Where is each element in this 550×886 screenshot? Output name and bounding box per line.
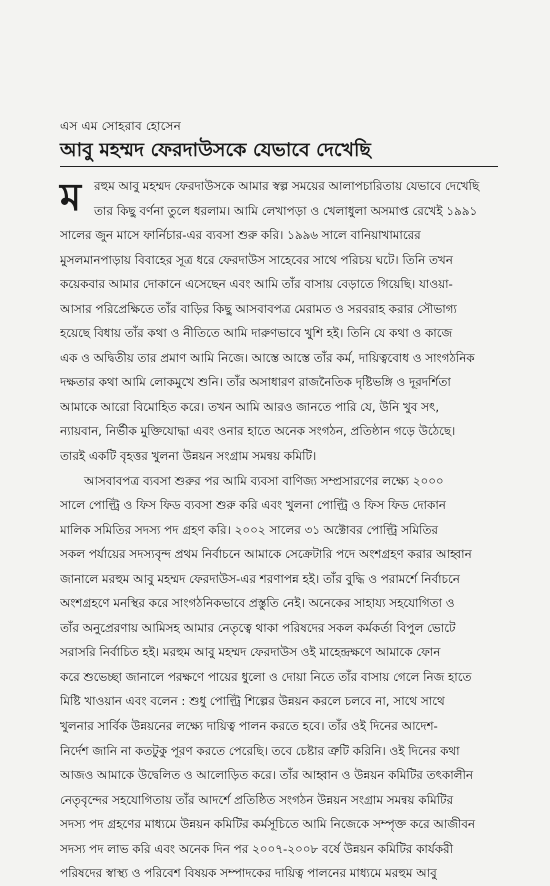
text-line: ন্যায়বান, নির্ভীক মুক্তিযোদ্ধা এবং ওনার হাতে অনেক সংগঠন, প্রতিষ্ঠান গড়ে উঠেছে। — [60, 424, 456, 439]
text-line: অংশগ্রহণে মনস্থির করে সাংগঠনিকভাবে প্রস্তুতি নেই। অনেকের সাহায্য সহযোগিতা ও — [60, 596, 455, 611]
text-line: পরিষদের স্বাস্থ্য ও পরিবেশ বিষয়ক সম্পাদকের দায়িত্ব পালনের মাধ্যমে মরহুম আবু — [60, 866, 437, 881]
text-line: সালের জুন মাসে ফার্নিচার-এর ব্যবসা শুরু করি। ১৯৯৬ সালে বানিয়াখামারের — [60, 228, 421, 243]
author-name: এস এম সোহরাব হোসেন — [60, 119, 181, 133]
text-line: সদস্য পদ লাভ করি এবং অনেক দিন পর ২০০৭-২০০৮ বর্ষে উন্নয়ন কমিটির কার্যকরী — [60, 841, 453, 856]
text-line: দক্ষতার কথা আমি লোকমুখে শুনি। তাঁর অসাধারণ রাজনৈতিক দৃষ্টিভঙ্গি ও দূরদর্শিতা — [60, 375, 451, 390]
text-line: আমাকে আরো বিমোহিত করে। তখন আমি আরও জানতে পারি যে, উনি খুব সৎ, — [60, 399, 440, 414]
title-divider — [60, 166, 498, 167]
text-line: এক ও অদ্বিতীয় তার প্রমাণ আমি নিজে। আস্তে আস্তে তাঁর কর্ম, দায়িত্ববোধ ও সাংগঠনিক — [60, 350, 475, 365]
text-line: নেতৃবৃন্দের সহযোগিতায় তাঁর আদর্শে প্রতিষ্ঠিত সংগঠন উন্নয়ন সংগ্রাম সমন্বয় কমিটির — [60, 792, 454, 807]
text-line: মুসলমানপাড়ায় বিবাহের সূত্র ধরে ফেরদাউস সাহেবের সাথে পরিচয় ঘটে। তিনি তখন — [60, 252, 453, 267]
text-line: সদস্য পদ গ্রহণের মাধ্যমে উন্নয়ন কমিটির কর্মসূচিতে আমি নিজেকে সম্পৃক্ত করে আজীবন — [60, 817, 476, 832]
text-line: রহুম আবু মহম্মদ ফেরদাউসকে আমার স্বল্প সময়ের আলাপচারিতায় যেভাবে দেখেছি — [94, 179, 480, 193]
text-line: সরাসরি নির্বাচিত হই। মরহুম আবু মহম্মদ ফেরদাউস ওই মাহেন্দ্রক্ষণে আমাকে ফোন — [60, 645, 441, 660]
text-line: সালে পোল্ট্রি ও ফিস ফিড ব্যবসা শুরু করি এবং খুলনা পোল্ট্রি ও ফিস ফিড দোকান — [60, 498, 446, 513]
text-line: জানালে মরহুম আবু মহম্মদ ফেরদাউস-এর শরণাপন্ন হই। তাঁর বুদ্ধি ও পরামর্শে নির্বাচনে — [60, 571, 460, 586]
text-line: আসার পরিপ্রেক্ষিতে তাঁর বাড়ির কিছু আসবাবপত্র মেরামত ও সরবরাহ করার সৌভাগ্য — [60, 301, 457, 316]
text-line: মালিক সমিতির সদস্য পদ গ্রহণ করি। ২০০২ সালের ৩১ অক্টোবর পোল্ট্রি সমিতির — [60, 522, 438, 537]
text-line: সকল পর্যায়ের সদস্যবৃন্দ প্রথম নির্বাচনে আমাকে সেক্রেটারি পদে অংশগ্রহণ করার আহ্বান — [60, 547, 472, 562]
text-line: করে শুভেচ্ছা জানালে পরক্ষণে পায়ের ধুলো ও দোয়া নিতে তাঁর বাসায় গেলে নিজ হাতে — [60, 669, 472, 684]
article-title: আবু মহম্মদ ফেরদাউসকে যেভাবে দেখেছি — [60, 139, 371, 161]
drop-cap: ম — [60, 175, 82, 219]
text-line: কয়েকবার আমার দোকানে এসেছেন এবং আমি তাঁর বাসায় বেড়াতে গিয়েছি। যাওয়া- — [60, 277, 453, 292]
paragraph-1 — [60, 174, 500, 469]
article-body — [60, 174, 500, 886]
text-line: তার কিছু বর্ণনা তুলে ধরলাম। আমি লেখাপড়া ও খেলাধুলা অসমাপ্ত রেখেই ১৯৯১ — [94, 203, 478, 218]
text-line: আসবাবপত্র ব্যবসা শুরুর পর আমি ব্যবসা বাণিজ্য সম্প্রসারণের লক্ষ্যে ২০০০ — [84, 473, 444, 488]
text-line: তাঁর অনুপ্রেরণায় আমিসহ আমার নেতৃত্বে থাকা পরিষদের সকল কর্মকর্তা বিপুল ভোটে — [60, 620, 456, 635]
text-line: মিষ্টি খাওয়ান এবং বলেন : শুধু পোল্ট্রি শিল্পের উন্নয়ন করলে চলবে না, সাথে সাথে — [60, 694, 445, 709]
paragraph-2 — [60, 469, 500, 886]
text-line: হয়েছে বিধায় তাঁর কথা ও নীতিতে আমি দারুণভাবে খুশি হই। তিনি যে কথা ও কাজে — [60, 326, 453, 341]
text-line: আজও আমাকে উদ্বেলিত ও আলোড়িত করে। তাঁর আহ্বান ও উন্নয়ন কমিটির তৎকালীন — [60, 768, 474, 783]
text-line: তারই একটি বৃহত্তর খুলনা উন্নয়ন সংগ্রাম সমন্বয় কমিটি। — [60, 449, 317, 464]
text-line: নির্দেশ জানি না কতটুকু পূরণ করতে পেরেছি। তবে চেষ্টার ত্রুটি করিনি। ওই দিনের কথা — [60, 743, 460, 758]
text-line: খুলনার সার্বিক উন্নয়নের লক্ষ্যে দায়িত্ব পালন করতে হবে। তাঁর ওই দিনের আদেশ- — [60, 719, 438, 734]
